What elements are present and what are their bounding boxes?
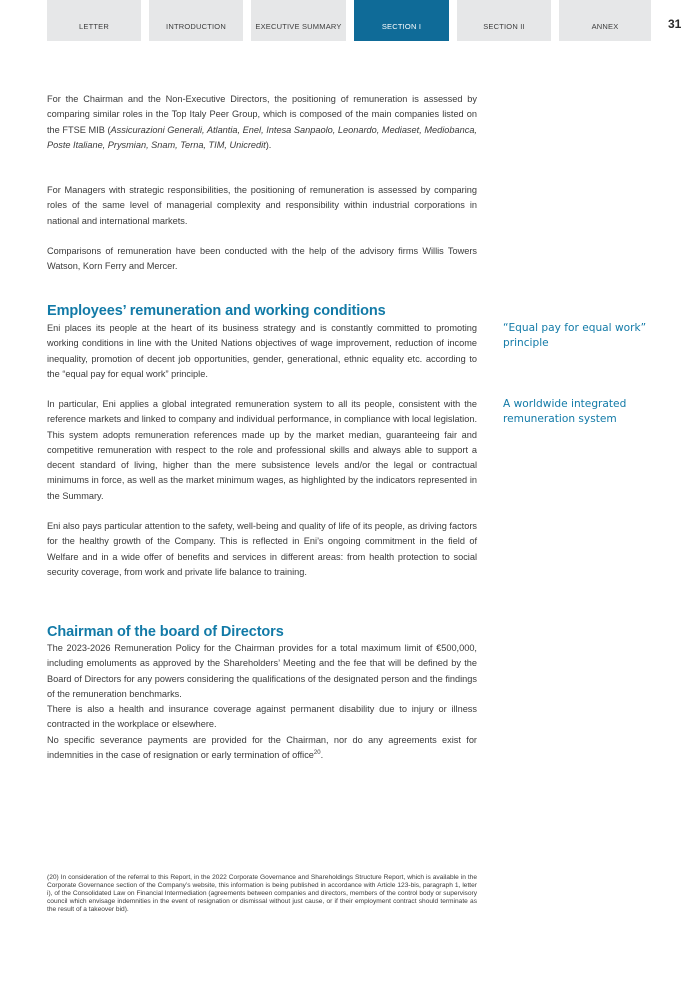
tab-introduction[interactable]: INTRODUCTION [149,0,243,41]
sidenote-integrated-remuneration: A worldwide integrated remuneration system [503,398,627,426]
footnote-reference[interactable]: 20 [313,750,321,757]
peer-companies-list: Assicurazioni Generali, Atlantia, Enel, Intesa Sanpaolo, Leonardo, Mediaset, Mediobanca, Poste Italiane, Prysmian, Snam, Terna, TIM, Unicredit [47,124,477,150]
section-heading-chairman: Chairman of the board of Directors [47,624,284,640]
tab-executive-summary[interactable]: EXECUTIVE SUMMARY [251,0,346,41]
top-navigation [0,0,700,42]
paragraph-text: No specific severance payments are provided for the Chairman, nor do any agreements exist for indemnities in the case of resignation or early termination of office [47,734,477,761]
intro-text-end: ). [265,139,272,150]
tab-section-i[interactable]: SECTION I [354,0,449,41]
paragraph-text: In particular, Eni applies a global integrated remuneration system to all its people, consistent with the reference markets and linked to company and individual performance, in compliance with local legislation. This system adopts remuneration references made up by the market median, guaranteeing fair and competitive remuneration with respect to the role and professional skills and always able to support a decent standard of living, higher than the mere subsistence levels and/or the legal or contractual minimums in force, as well as the market minimum wages, as highlighted by the indicators represented in the Summary. [47,399,477,501]
paragraph-text: The 2023-2026 Remuneration Policy for the Chairman provides for a total maximum limit of €500,000, including emoluments as approved by the Shareholders’ Meeting and the fee that will be defined by the Board of Directors for any powers considering the qualifications of the designated person and the findings of the remuneration benchmarks. [47,643,477,699]
footnote-text: (20) In consideration of the referral to this Report, in the 2022 Corporate Governance and Shareholdings Structure Report, which is available in the Corporate Governance section of the Company’s website, this information is being published in accordance with Article 123-bis, paragraph 1, letter i), of the Consolidated Law on Financial Intermediation (agreements between companies and directors, members of the control body or supervisory council which envisage indemnities in the event of resignation or dismissal without just cause, or if their employment contract should terminate as the result of a takeover bid). [47,874,477,914]
section-heading-employees: Employees’ remuneration and working conditions [47,303,386,319]
tab-annex[interactable]: ANNEX [559,0,651,41]
intro-paragraph-managers [47,183,477,229]
paragraph-end: . [320,750,324,761]
employees-paragraph-2 [47,397,477,504]
paragraph-text: Eni places its people at the heart of its business strategy and is constantly committed to promoting working conditions in line with the United Nations objectives of wage improvement, reduction of income inequality, promotion of decent job opportunities, gender, generational, ethnic equality etc. according to the “equal pay for equal work” principle. [47,323,477,379]
sidenote-equal-pay: “Equal pay for equal work” principle [503,322,647,350]
page-number: 31 [668,17,682,31]
intro-paragraph-advisors [47,244,477,275]
chairman-paragraphs [47,641,477,763]
paragraph-text: Eni also pays particular attention to the safety, well-being and quality of life of its people, as driving factors for the healthy growth of the Company. This is reflected in Eni’s ongoing commitment in the field of Welfare and in a wide offer of benefits and services in different areas: from health protection to social security coverage, from work and private life balance to training. [47,521,477,577]
paragraph-text: Comparisons of remuneration have been conducted with the help of the advisory firms Willis Towers Watson, Korn Ferry and Mercer. [47,246,477,272]
tab-letter[interactable]: LETTER [47,0,141,41]
employees-paragraph-3 [47,519,477,580]
intro-paragraph-peer-group [47,92,477,153]
paragraph-text: There is also a health and insurance coverage against permanent disability due to injury or illness contracted in the workplace or elsewhere. [47,704,477,730]
employees-paragraph-1 [47,321,477,382]
paragraph-text: For Managers with strategic responsibilities, the positioning of remuneration is assessed by comparing roles of the same level of managerial complexity and responsibility within industrial corporations in national and international markets. [47,185,477,226]
tab-section-ii[interactable]: SECTION II [457,0,551,41]
footnote [47,874,477,914]
intro-text: For the Chairman and the Non-Executive Directors, the positioning of remuneration is assessed by comparing similar roles in the Top Italy Peer Group, which is composed of the main companies listed on the FTSE MIB ( [47,94,477,135]
